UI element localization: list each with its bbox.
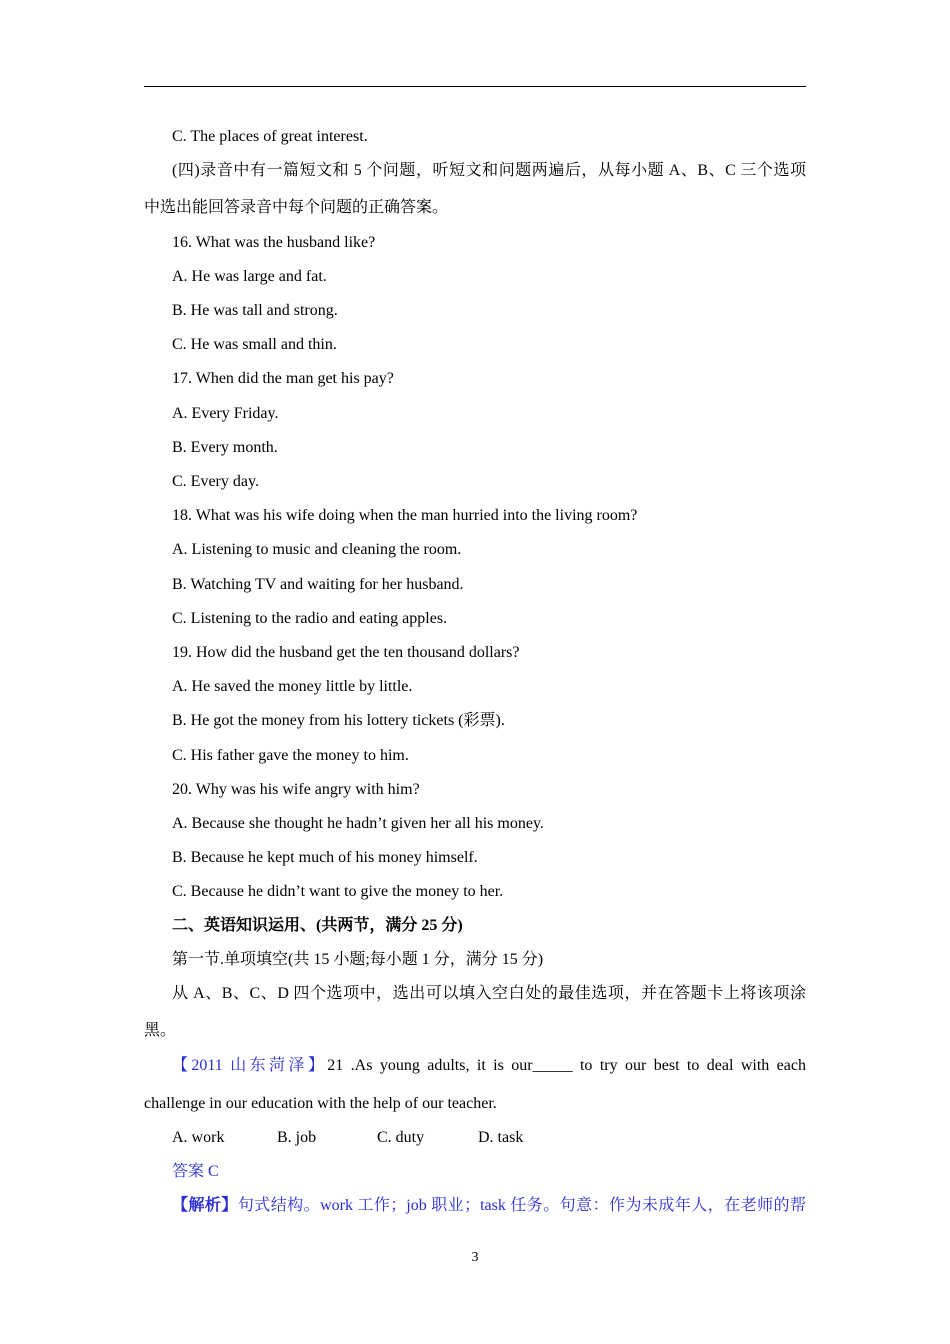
question-19-option-b: B. He got the money from his lottery tickets (彩票).: [172, 712, 505, 729]
question-20-option-c: C. Because he didn’t want to give the money to her.: [172, 883, 504, 900]
question-21-options: [172, 1128, 806, 1148]
question-17-option-c: C. Every day.: [172, 473, 259, 490]
question-18-option-b: B. Watching TV and waiting for her husband.: [172, 576, 464, 593]
question-21-option-d: D. task: [478, 1129, 524, 1146]
question-21-cont: challenge in our education with the help of our teacher.: [144, 1095, 497, 1112]
question-16-option-a: A. He was large and fat.: [172, 268, 327, 285]
question-21: [172, 1056, 806, 1076]
question-21-option-b: B. job: [277, 1129, 317, 1146]
question-16-option-c: C. He was small and thin.: [172, 336, 337, 353]
question-16: 16. What was the husband like?: [172, 234, 376, 251]
section-instruction: (四)录音中有一篇短文和 5 个问题，听短文和问题两遍后，从每小题 A、B、C 三个选项: [172, 162, 806, 179]
instruction-cont: 黑。: [144, 1022, 177, 1039]
analysis-tag: 【解析】: [172, 1197, 238, 1214]
question-20-option-b: B. Because he kept much of his money himself.: [172, 849, 478, 866]
question-21-option-a: A. work: [172, 1129, 225, 1146]
question-17-option-a: A. Every Friday.: [172, 405, 279, 422]
option-line: C. The places of great interest.: [172, 128, 368, 145]
question-21-text: 21 .As young adults, it is our_____ to try our best to deal with each: [327, 1057, 806, 1074]
question-20: 20. Why was his wife angry with him?: [172, 781, 420, 798]
subsection-heading: 第一节.单项填空(共 15 小题;每小题 1 分，满分 15 分): [172, 951, 544, 968]
question-18-option-c: C. Listening to the radio and eating apples.: [172, 610, 448, 627]
page-number: 3: [471, 1250, 479, 1265]
analysis-text: 句式结构。work 工作；job 职业；task 任务。句意：作为未成年人，在老师的帮: [237, 1197, 806, 1214]
instruction: 从 A、B、C、D 四个选项中，选出可以填入空白处的最佳选项，并在答题卡上将该项涂: [172, 985, 806, 1002]
header-rule: [144, 86, 806, 87]
question-18-option-a: A. Listening to music and cleaning the room.: [172, 541, 462, 558]
question-18: 18. What was his wife doing when the man hurried into the living room?: [172, 507, 638, 524]
section-heading: 二、英语知识运用、(共两节，满分 25 分): [172, 917, 463, 934]
question-19-option-c: C. His father gave the money to him.: [172, 747, 409, 764]
question-19-option-a: A. He saved the money little by little.: [172, 678, 413, 695]
question-16-option-b: B. He was tall and strong.: [172, 302, 338, 319]
question-20-option-a: A. Because she thought he hadn’t given her all his money.: [172, 815, 544, 832]
answer: 答案 C: [172, 1163, 219, 1180]
question-17-option-b: B. Every month.: [172, 439, 278, 456]
question-21-option-c: C. duty: [377, 1129, 425, 1146]
section-instruction-cont: 中选出能回答录音中每个问题的正确答案。: [144, 199, 449, 216]
question-21-source-tag: 【2011 山东菏泽】: [172, 1057, 328, 1074]
question-19: 19. How did the husband get the ten thousand dollars?: [172, 644, 520, 661]
question-17: 17. When did the man get his pay?: [172, 370, 394, 387]
analysis: [172, 1196, 806, 1216]
